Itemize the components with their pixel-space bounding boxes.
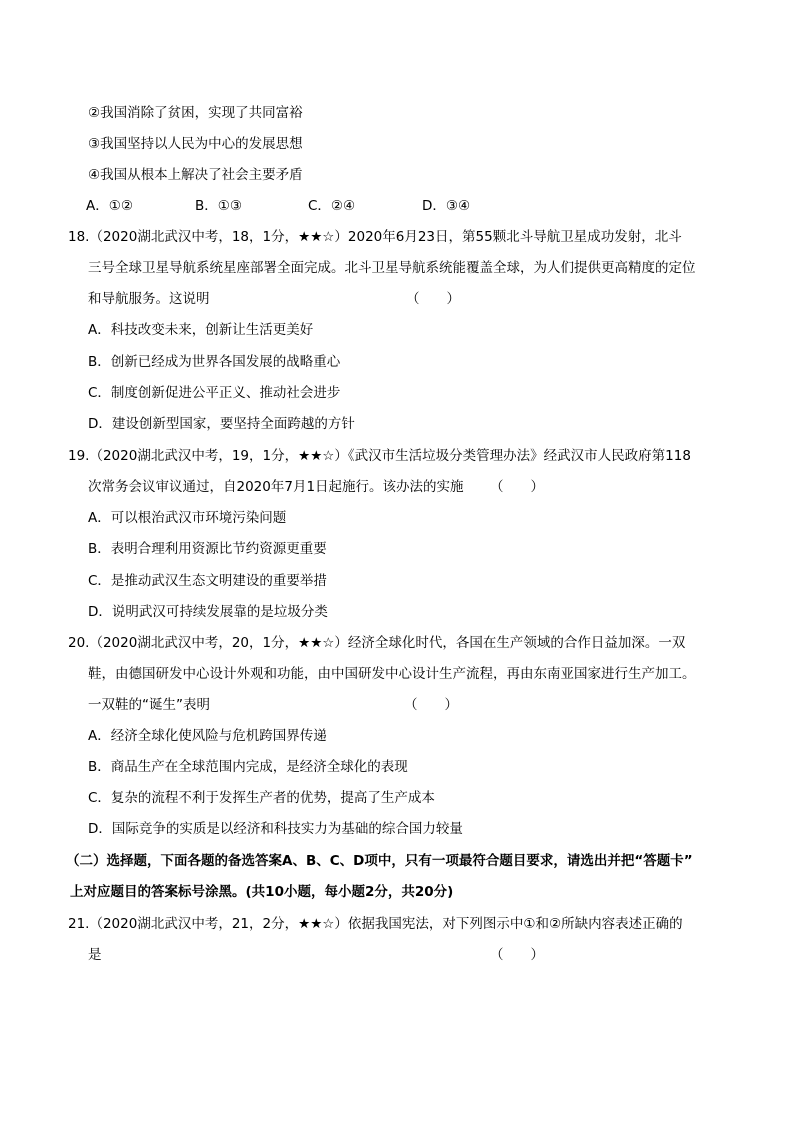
option-a: A．经济全球化使风险与危机跨国界传递	[88, 728, 327, 744]
statement-3: ③我国坚持以人民为中心的发展思想	[88, 136, 303, 152]
question-stem: 和导航服务。这说明	[88, 291, 210, 307]
question-stem: 21.（2020湖北武汉中考，21，2分，★★☆）依据我国宪法，对下列图示中①和②所缺内容表述正确的	[68, 916, 683, 932]
question-stem: 18.（2020湖北武汉中考，18，1分，★★☆）2020年6月23日，第55颗北斗导航卫星成功发射，北斗	[68, 229, 682, 245]
option-b: B．创新已经成为世界各国发展的战略重心	[88, 354, 341, 370]
option-a: A．①②	[86, 198, 133, 214]
question-stem: 是	[88, 947, 102, 963]
question-stem: 一双鞋的“诞生”表明	[88, 697, 210, 713]
statement-2: ②我国消除了贫困，实现了共同富裕	[88, 105, 303, 121]
option-d: D．③④	[422, 198, 471, 214]
question-stem: 次常务会议审议通过，自2020年7月1日起施行。该办法的实施	[88, 479, 464, 495]
question-stem: 20.（2020湖北武汉中考，20，1分，★★☆）经济全球化时代，各国在生产领域的合作日益加深。一双	[68, 635, 686, 651]
option-b: B．表明合理利用资源比节约资源更重要	[88, 541, 327, 557]
option-d: D．说明武汉可持续发展靠的是垃圾分类	[88, 604, 328, 620]
option-c: C．制度创新促进公平正义、推动社会进步	[88, 385, 341, 401]
option-c: C．复杂的流程不利于发挥生产者的优势，提高了生产成本	[88, 790, 435, 806]
question-stem: 19.（2020湖北武汉中考，19，1分，★★☆）《武汉市生活垃圾分类管理办法》经武汉市人民政府第118	[68, 448, 691, 464]
answer-blank: （ ）	[490, 947, 544, 963]
answer-blank: （ ）	[490, 479, 544, 495]
option-a: A．可以根治武汉市环境污染问题	[88, 510, 287, 526]
option-b: B．①③	[195, 198, 242, 214]
question-stem: 鞋，由德国研发中心设计外观和功能，由中国研发中心设计生产流程，再由东南亚国家进行生产加工。	[88, 666, 696, 682]
section-instruction: 上对应题目的答案标号涂黑。(共10小题，每小题2分，共20分)	[70, 884, 454, 900]
answer-blank: （ ）	[406, 291, 460, 307]
statement-4: ④我国从根本上解决了社会主要矛盾	[88, 167, 303, 183]
option-d: D．建设创新型国家，要坚持全面跨越的方针	[88, 416, 355, 432]
answer-blank: （ ）	[404, 697, 458, 713]
section-instruction: （二）选择题，下面各题的备选答案A、B、C、D项中，只有一项最符合题目要求，请选出并把“答题卡”	[66, 853, 693, 869]
option-c: C．②④	[308, 198, 356, 214]
option-c: C．是推动武汉生态文明建设的重要举措	[88, 573, 327, 589]
option-d: D．国际竞争的实质是以经济和科技实力为基础的综合国力较量	[88, 821, 463, 837]
question-stem: 三号全球卫星导航系统星座部署全面完成。北斗卫星导航系统能覆盖全球，为人们提供更高精度的定位	[88, 260, 696, 276]
option-a: A．科技改变未来，创新让生活更美好	[88, 322, 314, 338]
option-b: B．商品生产在全球范围内完成，是经济全球化的表现	[88, 759, 408, 775]
